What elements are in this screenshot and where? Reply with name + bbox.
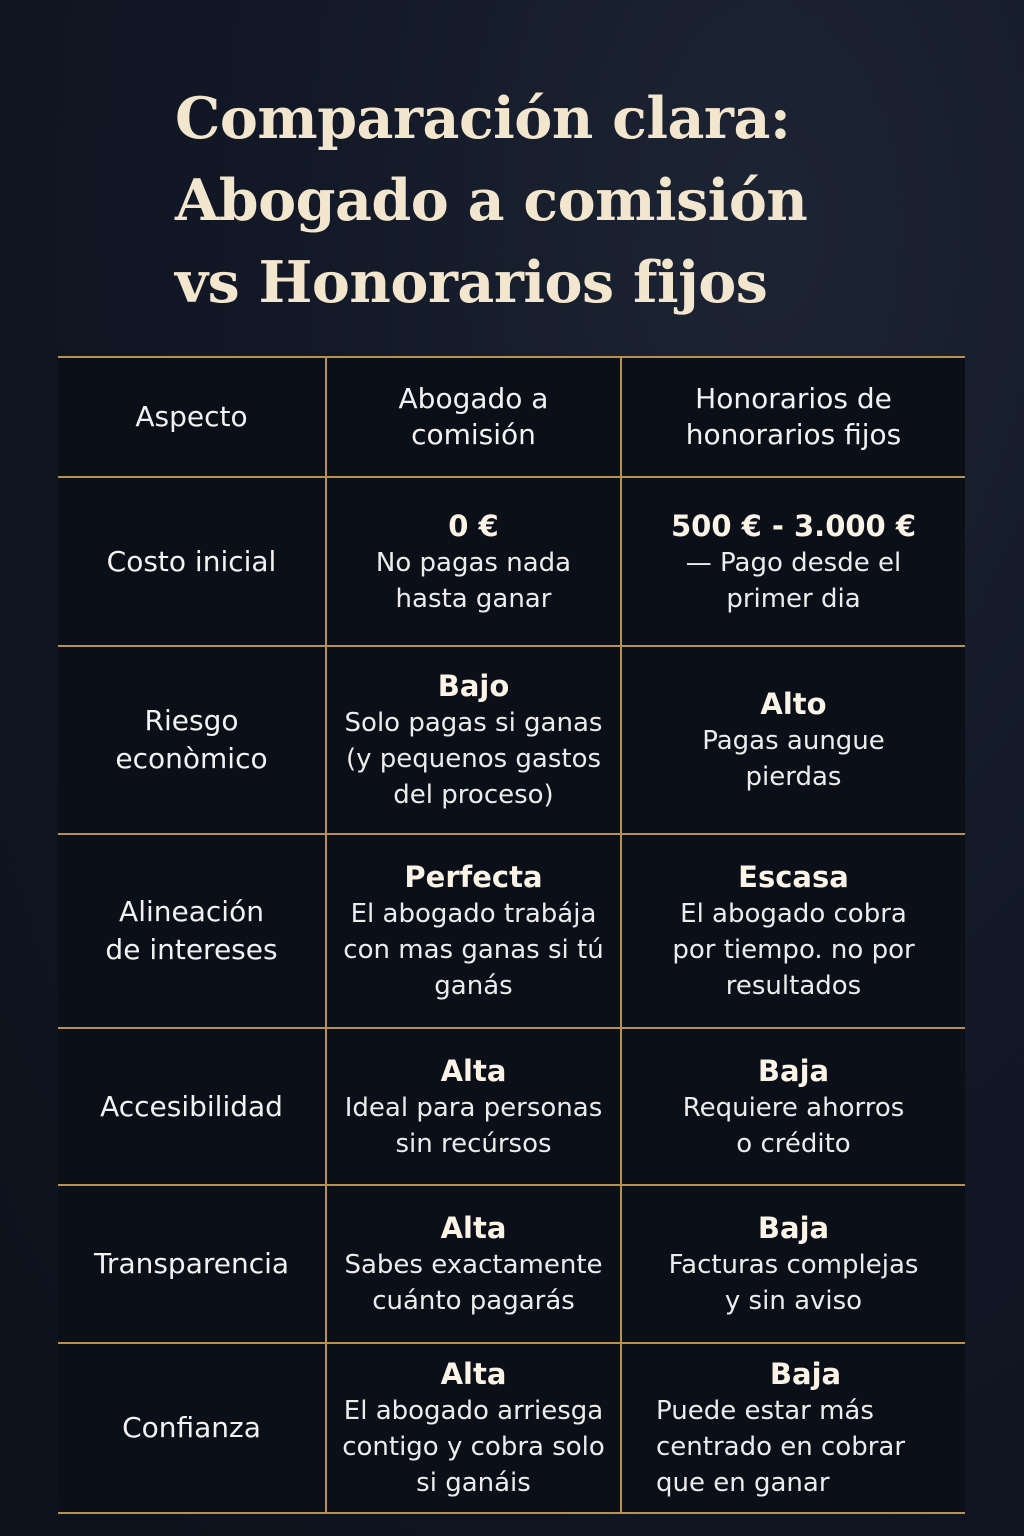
commission-cell [326, 1343, 621, 1513]
fixed-rating: Alto [760, 687, 827, 721]
fixed-cell [621, 834, 965, 1028]
header-commission: Abogado a comisión [326, 357, 621, 477]
commission-rating: 0 € [448, 508, 499, 543]
commission-cell [326, 646, 621, 834]
row-aspect: Confianza [58, 1343, 326, 1513]
fixed-detail: Requiere ahorros o crédito [682, 1092, 905, 1159]
row-aspect: Riesgo econòmico [58, 646, 326, 834]
row-aspect: Costo inicial [58, 477, 326, 646]
table-row [58, 834, 965, 1028]
row-aspect: Alineación de intereses [58, 834, 326, 1028]
commission-rating: Bajo [437, 669, 510, 703]
commission-rating: Alta [440, 1211, 507, 1245]
commission-cell [326, 477, 621, 646]
table-row [58, 1343, 965, 1513]
page-title [175, 78, 975, 324]
table-row [58, 1185, 965, 1343]
fixed-cell [621, 1028, 965, 1185]
commission-detail: El abogado arriesga contigo y cobra solo si ganáis [342, 1396, 605, 1498]
fixed-rating: Baja [769, 1357, 842, 1391]
commission-rating: Alta [440, 1053, 507, 1088]
commission-cell [326, 834, 621, 1028]
commission-detail: Solo pagas si ganas (y pequenos gastos del proceso) [344, 708, 603, 810]
commission-rating: Perfecta [404, 860, 543, 894]
title-line-2: Abogado a comisión [175, 167, 808, 234]
title-line-3: vs Honorarios fijos [175, 249, 768, 316]
fixed-cell [621, 646, 965, 834]
table-row [58, 477, 965, 646]
fixed-cell [621, 477, 965, 646]
commission-detail: Ideal para personas sin recúrsos [344, 1092, 603, 1159]
fixed-rating: Escasa [738, 860, 849, 894]
fixed-rating: Baja [757, 1211, 830, 1245]
commission-detail: El abogado trabája con mas ganas si tú ganás [343, 899, 604, 1001]
commission-detail: Sabes exactamente cuánto pagarás [344, 1250, 603, 1316]
commission-cell [326, 1185, 621, 1343]
header-aspect: Aspecto [58, 357, 326, 477]
fixed-detail: Facturas complejas y sin aviso [668, 1250, 919, 1316]
title-line-1: Comparación clara: [175, 85, 791, 152]
fixed-rating: 500 € - 3.000 € [670, 508, 917, 543]
fixed-cell [621, 1343, 965, 1513]
fixed-detail: — Pago desde el primer dia [685, 547, 902, 614]
fixed-rating: Baja [757, 1053, 830, 1088]
table-header-row [58, 357, 965, 477]
comparison-table [58, 356, 965, 1514]
row-aspect: Accesibilidad [58, 1028, 326, 1185]
fixed-detail: El abogado cobra por tiempo. no por resultados [672, 899, 915, 1001]
fixed-cell [621, 1185, 965, 1343]
fixed-detail: Puede estar más centrado en cobrar que en ganar [656, 1396, 906, 1498]
fixed-detail: Pagas aungue pierdas [702, 726, 885, 792]
table-row [58, 646, 965, 834]
table-row [58, 1028, 965, 1185]
row-aspect: Transparencia [58, 1185, 326, 1343]
commission-detail: No pagas nada hasta ganar [375, 547, 572, 614]
commission-cell [326, 1028, 621, 1185]
header-fixed-fees: Honorarios de honorarios fijos [621, 357, 965, 477]
commission-rating: Alta [440, 1357, 507, 1391]
